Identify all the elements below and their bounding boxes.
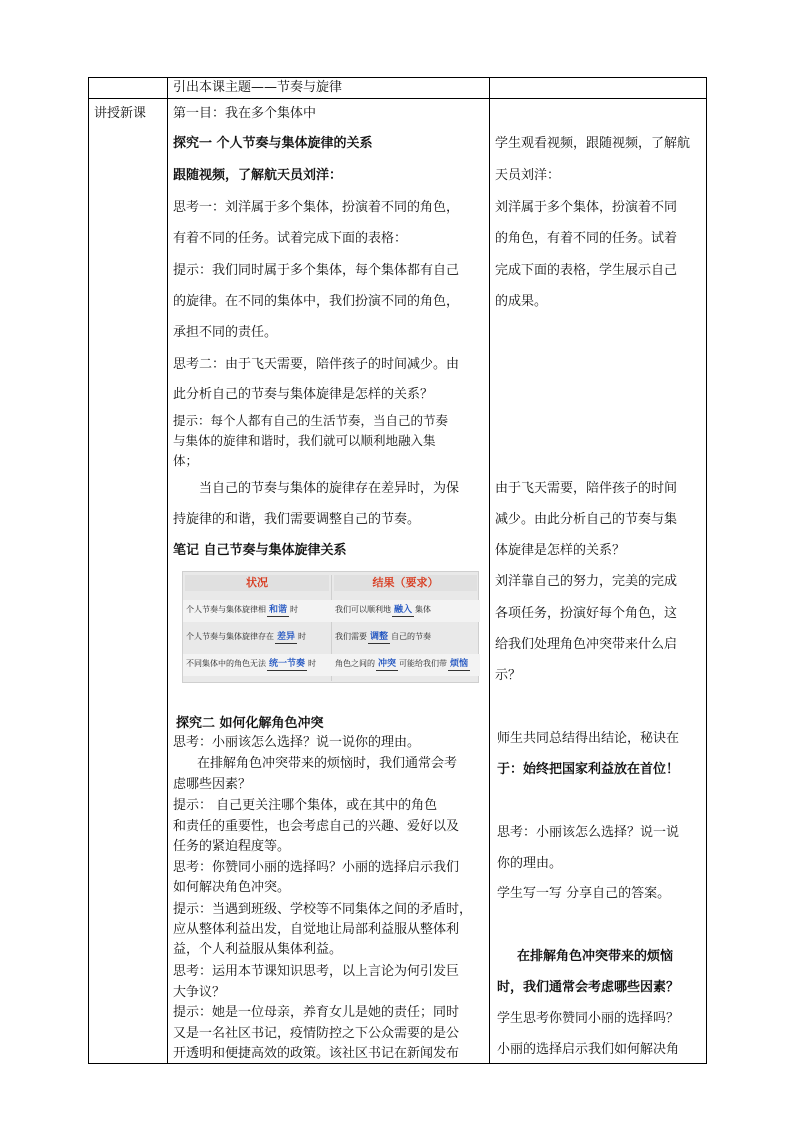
col1-header: 状况 (185, 575, 329, 591)
question2-line1: 思考：你赞同小丽的选择吗？小丽的选择启示我们 (173, 860, 460, 875)
rhythm-melody-table-image (182, 571, 479, 683)
answer-fill: 冲突 (378, 659, 397, 669)
col2-header: 结果（要求） (334, 575, 477, 591)
hint3-line2: 和责任的重要性，也会考虑自己的兴趣、爱好以及 (173, 819, 460, 834)
student-2-line4: 刘洋靠自己的努力，完美的完成 (495, 574, 678, 589)
think1-line1: 思考一：刘洋属于多个集体，扮演着不同的角色， (173, 200, 460, 215)
table-bottom-border (88, 1063, 707, 1064)
question3-line1: 思考：运用本节课知识思考，以上言论为何引发巨 (173, 964, 460, 979)
student-5-line3: 学生思考你赞同小丽的选择吗？ (497, 1011, 680, 1026)
hint3-line3: 任务的紧迫程度等。 (173, 839, 291, 854)
col-line-left (88, 77, 89, 1064)
student-1-line3: 刘洋属于多个集体，扮演着不同 (495, 200, 678, 215)
hint1-line2: 的旋律。在不同的集体中，我们扮演不同的角色， (173, 294, 460, 309)
hint5-line3: 开透明和便捷高效的政策。该社区书记在新闻发布 (173, 1046, 460, 1061)
hint4-line2: 应从整体利益出发，自觉地让局部利益服从整体利 (173, 922, 460, 937)
explore-1: 探究一 个人节奏与集体旋律的关系 (173, 136, 373, 151)
student-5-line2: 时，我们通常会考虑哪些因素？ (497, 980, 680, 995)
answer-fill: 调整 (370, 632, 389, 642)
think2-line2: 此分析自己的节奏与集体旋律是怎样的关系？ (173, 387, 434, 402)
student-1-line5: 完成下面的表格，学生展示自己 (495, 263, 678, 278)
hint3-line1: 提示： 自己更关注哪个集体，或在其中的角色 (173, 798, 438, 813)
answer-fill: 烦恼 (450, 659, 469, 669)
question-line1: 思考：小丽该怎么选择？说一说你的理由。 (173, 735, 421, 750)
think1-line2: 有着不同的任务。试着完成下面的表格： (173, 231, 408, 246)
student-4-line2: 你的理由。 (497, 856, 563, 871)
question-line3: 虑哪些因素？ (173, 777, 252, 792)
question2-line2: 如何解决角色冲突。 (173, 880, 291, 895)
hint2-line3: 体； (173, 453, 199, 468)
think2-line1: 思考二：由于飞天需要，陪伴孩子的时间减少。由 (173, 357, 460, 372)
student-3-line1: 师生共同总结得出结论，秘诀在 (497, 731, 680, 746)
col-line-3 (489, 77, 490, 1064)
table-top-border (88, 77, 707, 78)
hint4-line3: 益，个人利益服从集体利益。 (173, 942, 343, 957)
student-2-line2: 减少。由此分析自己的节奏与集 (495, 512, 678, 527)
hint1-line1: 提示：我们同时属于多个集体，每个集体都有自己 (173, 263, 460, 278)
hint2-line4: 当自己的节奏与集体的旋律存在差异时，为保 (199, 481, 460, 496)
section-label: 讲授新课 (94, 106, 147, 121)
hint2-line1: 提示：每个人都有自己的生活节奏，当自己的节奏 (173, 413, 449, 428)
header-row-text: 引出本课主题——节奏与旋律 (173, 80, 343, 95)
hint1-line3: 承担不同的责任。 (173, 325, 278, 340)
hint2-line5: 持旋律的和谐，我们需要调整自己的节奏。 (173, 512, 421, 527)
explore-2: 探究二 如何化解角色冲突 (176, 716, 324, 731)
answer-fill: 融入 (394, 605, 413, 615)
student-2-line1: 由于飞天需要，陪伴孩子的时间 (495, 481, 678, 496)
student-5-line4: 小丽的选择启示我们如何解决角 (497, 1042, 680, 1057)
table-row: 个人节奏与集体旋律相 和谐 时 我们可以顺利地 融入 集体 (183, 600, 480, 622)
question3-line2: 大争议？ (173, 985, 226, 1000)
col-line-2 (167, 77, 168, 1064)
student-4-line3: 学生写一写 分享自己的答案。 (497, 886, 671, 901)
student-2-line6: 给我们处理角色冲突带来什么启 (495, 637, 678, 652)
hint4-line1: 提示：当遇到班级、学校等不同集体之间的矛盾时， (173, 902, 473, 917)
student-1-line2: 天员刘洋： (495, 168, 561, 183)
student-2-line5: 各项任务，扮演好每个角色，这 (495, 606, 678, 621)
student-2-line7: 示？ (495, 668, 522, 683)
student-2-line3: 体旋律是怎样的关系？ (495, 543, 626, 558)
answer-fill: 和谐 (269, 605, 288, 615)
student-5-line1: 在排解角色冲突带来的烦恼 (517, 949, 674, 964)
student-1-line1: 学生观看视频，跟随视频，了解航 (495, 136, 691, 151)
hint5-line2: 又是一名社区书记，疫情防控之下公众需要的是公 (173, 1026, 460, 1041)
heading-1: 第一目：我在多个集体中 (173, 106, 317, 121)
table-row: 不同集体中的角色无法 统一节奏 时 角色之间的 冲突 可能给我们带 烦恼 (183, 654, 480, 676)
col-line-right (706, 77, 707, 1064)
student-4-line1: 思考：小丽该怎么选择？说一说 (497, 825, 680, 840)
student-1-line6: 的成果。 (495, 294, 548, 309)
hint5-line1: 提示：她是一位母亲，养育女儿是她的责任；同时 (173, 1005, 460, 1020)
student-3-line2: 于：始终把国家利益放在首位！ (497, 762, 680, 777)
table-row: 个人节奏与集体旋律存在 差异 时 我们需要 调整 自己的节奏 (186, 632, 432, 642)
note: 笔记 自己节奏与集体旋律关系 (173, 543, 347, 558)
question-line2: 在排解角色冲突带来的烦恼时，我们通常会考 (197, 756, 458, 771)
student-1-line4: 的角色，有着不同的任务。试着 (495, 231, 678, 246)
answer-fill: 统一节奏 (269, 659, 306, 669)
hint2-line2: 与集体的旋律和谐时，我们就可以顺利地融入集 (173, 433, 436, 448)
follow-video: 跟随视频，了解航天员刘洋： (173, 168, 343, 183)
answer-fill: 差异 (277, 632, 296, 642)
header-row-divider (88, 98, 707, 99)
